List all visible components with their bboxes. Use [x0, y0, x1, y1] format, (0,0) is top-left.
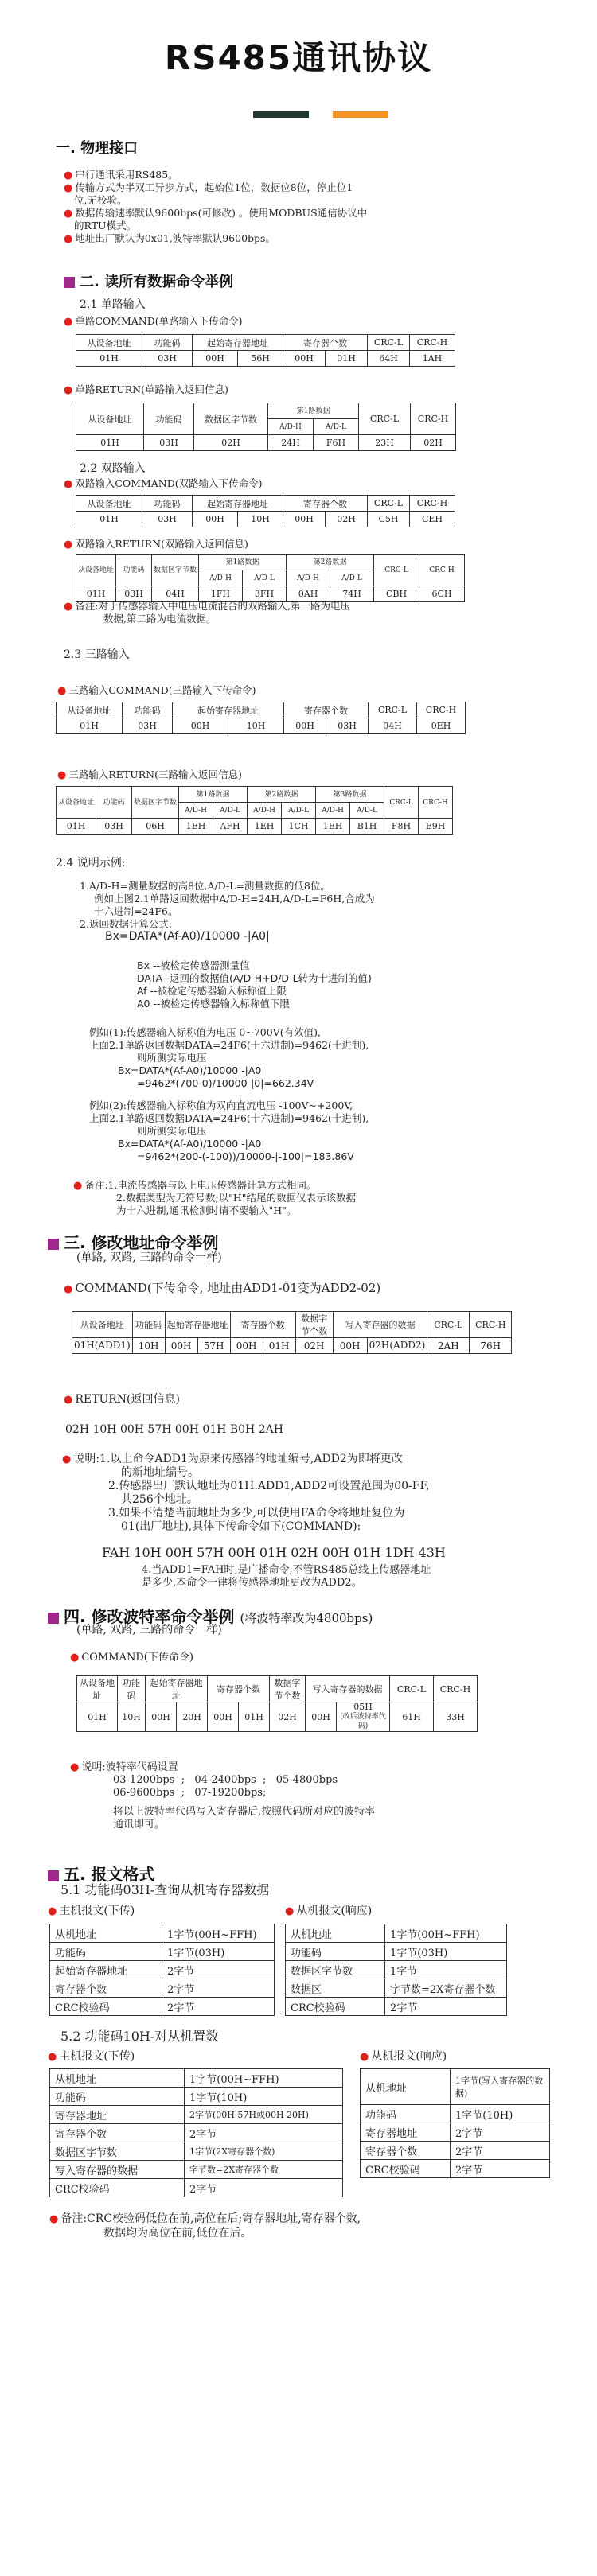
example-line: 则所测实际电压: [137, 1052, 207, 1064]
s1-line: ● 传输方式为半双工异步方式，起始位1位，数据位8位，停止位1: [64, 181, 353, 194]
s1-line: 位,无校验。: [74, 194, 127, 206]
example-line: 例如上图2.1单路返回数据中A/D-H=24H,A/D-L=F6H,合成为: [94, 893, 375, 905]
formula-result: =9462*(700-0)/10000-|0|=662.34V: [137, 1077, 314, 1089]
s4-note: 03-1200bps ; 04-2400bps ; 05-4800bps: [113, 1774, 338, 1786]
example-line: 则所测实际电压: [137, 1125, 207, 1137]
cmd1-table: 从设备地址 功能码 起始寄存器地址 寄存器个数 CRC-L CRC-H 01H 03H 00H 56H 00H 01H 64H 1AH: [76, 334, 455, 367]
s5-right2-table: 从机地址 1字节(写入寄存器的数据) 功能码 1字节(10H) 寄存器地址 2字节 寄存器个数 2字节 CRC校验码 2字节: [360, 2068, 550, 2178]
example-line: DATA--返回的数据值(A/D-H+D/D-L转为十进制的值): [137, 972, 372, 984]
example-line: 例如(2):传感器输入标称值为双向直流电压 -100V~+200V,: [89, 1099, 353, 1111]
s2-note2: ● 备注:对于传感器输入中电压电流混合的双路输入,第一路为电压: [64, 600, 351, 613]
example-line: Af --被检定传感器输入标称值上限: [137, 985, 287, 997]
example-line: A0 --被检定传感器输入标称值下限: [137, 998, 290, 1010]
s5-sub2: 5.2 功能码10H-对从机置数: [60, 2029, 219, 2044]
s2-note2: 数据,第二路为电流数据。: [103, 613, 217, 625]
s3-note: 共256个地址。: [121, 1493, 198, 1506]
s5-note: 数据均为高位在前,低位在后。: [103, 2227, 252, 2239]
s3-ret-values: 02H 10H 00H 57H 00H 01H B0H 2AH: [65, 1423, 283, 1436]
ret1-table: 从设备地址 功能码 数据区字节数 第1路数据 CRC-L CRC-H A/D-H A/D-L 01H 03H 02H 24H F6H 23H 02H: [76, 403, 456, 451]
example-line: 上面2.1单路返回数据DATA=24F6(十六进制)=9462(十进制),: [89, 1112, 369, 1124]
example-line: Bx --被检定传感器测量值: [137, 959, 250, 971]
s5-right2-label: ● 从机报文(响应): [360, 2050, 447, 2063]
ret2-table: 从设备地址 功能码 数据区字节数 第1路数据 第2路数据 CRC-L CRC-H A/D-H A/D-L A/D-H A/D-L 01H 03H 04H 1FH 3FH 0AH 74H CBH 6CH: [76, 554, 465, 602]
s3-note: 2.传感器出厂默认地址为01H.ADD1,ADD2可设置范围为00-FF,: [108, 1480, 430, 1492]
section3-heading: 三. 修改地址命令举例: [48, 1230, 219, 1253]
s5-right1-label: ● 从机报文(响应): [285, 1905, 373, 1917]
formula: Bx=DATA*(Af-A0)/10000 -|A0|: [105, 930, 270, 943]
example-line: 上面2.1单路返回数据DATA=24F6(十六进制)=9462(十进制),: [89, 1039, 369, 1051]
s3-note: ● 说明:1.以上命令ADD1为原来传感器的地址编号,ADD2为即将更改: [62, 1453, 403, 1465]
s4-cmd-table: 从设备地址 功能码 起始寄存器地址 寄存器个数 数据字节个数 写入寄存器的数据 CRC-L CRC-H 01H 10H 00H 20H 00H 01H 02H 00H 05H (改后波特率代码) 61H 33H: [76, 1675, 478, 1732]
s3-fa-command: FAH 10H 00H 57H 00H 01H 02H 00H 01H 1DH 43H: [102, 1545, 446, 1560]
s2-sub2: 2.2 双路输入: [80, 462, 146, 475]
example-line: 2.返回数据计算公式:: [80, 918, 173, 930]
s5-left1-table: 从机地址 1字节(00H~FFH) 功能码 1字节(03H) 起始寄存器地址 2字节 寄存器个数 2字节 CRC校验码 2字节: [49, 1924, 275, 2016]
example-line: 十六进制=24F6。: [94, 905, 178, 917]
example-line: 1.A/D-H=测量数据的高8位,A/D-L=测量数据的低8位。: [80, 880, 330, 892]
purple-square-icon: [48, 1870, 59, 1881]
s4-subheading: (单路, 双路, 三路的命令一样): [76, 1624, 222, 1636]
title-bar-right: [333, 111, 388, 118]
s3-note: 01(出厂地址),具体下传命令如下(COMMAND):: [121, 1520, 361, 1533]
s2-sub3: 2.3 三路输入: [64, 648, 130, 661]
s1-line: 的RTU模式。: [74, 220, 137, 232]
s1-line: ● 数据传输速率默认9600bps(可修改) 。使用MODBUS通信协议中: [64, 207, 368, 220]
s2-ret1-label: ● 单路RETURN(单路输入返回信息): [64, 383, 228, 396]
s4-note: 通讯即可。: [113, 1819, 166, 1831]
s2-ret2-label: ● 双路输入RETURN(双路输入返回信息): [64, 538, 248, 551]
page-title: RS485通讯协议: [164, 38, 433, 77]
s2-note4: ● 备注:1.电流传感器与以上电压传感器计算方式相同。: [73, 1179, 317, 1192]
s5-right1-table: 从机地址 1字节(00H~FFH) 功能码 1字节(03H) 数据区字节数 1字节 数据区 字节数=2X寄存器个数 CRC校验码 2字节: [285, 1924, 507, 2016]
s3-note: 是多少,本命令一律将传感器地址更改为ADD2。: [142, 1577, 362, 1589]
s5-left2-table: 从机地址 1字节(00H~FFH) 功能码 1字节(10H) 寄存器地址 2字节(00H 57H或00H 20H) 寄存器个数 2字节 数据区字节数 1字节(2X寄存器个数) 写入寄存器的数据 字节数=2X寄存器个数 CRC校验码 2字节: [49, 2068, 343, 2197]
s3-cmd-table: 从设备地址 功能码 起始寄存器地址 寄存器个数 数据字节个数 写入寄存器的数据 CRC-L CRC-H 01H(ADD1) 10H 00H 57H 00H 01H 02H 00H 02H(ADD2) 2AH 76H: [72, 1311, 512, 1354]
s4-note: ● 说明:波特率代码设置: [70, 1761, 178, 1773]
s2-cmd2-label: ● 双路输入COMMAND(双路输入下传命令): [64, 477, 263, 490]
formula: Bx=DATA*(Af-A0)/10000 -|A0|: [118, 1138, 265, 1150]
s2-ret3-label: ● 三路输入RETURN(三路输入返回信息): [57, 769, 242, 781]
s2-note4: 2.数据类型为无符号数;以"H"结尾的数据仪表示该数据: [116, 1192, 357, 1204]
s2-sub4: 2.4 说明示例:: [56, 857, 126, 870]
s1-line: ● 地址出厂默认为0x01,波特率默认9600bps。: [64, 232, 275, 245]
purple-square-icon: [64, 277, 75, 288]
s3-cmd-label: ● COMMAND(下传命令, 地址由ADD1-01变为ADD2-02): [64, 1281, 381, 1295]
example-line: 例如(1):传感器输入标称值为电压 0~700V(有效值),: [89, 1026, 321, 1038]
cmd2-table: 从设备地址 功能码 起始寄存器地址 寄存器个数 CRC-L CRC-H 01H 03H 00H 10H 00H 02H C5H CEH: [76, 495, 455, 527]
s3-subheading: (单路, 双路, 三路的命令一样): [76, 1251, 222, 1264]
formula: Bx=DATA*(Af-A0)/10000 -|A0|: [118, 1064, 265, 1076]
section4-heading: 四. 修改波特率命令举例 (将波特率改为4800bps): [48, 1604, 373, 1627]
title-bar-left: [253, 111, 309, 118]
section5-heading: 五. 报文格式: [48, 1862, 155, 1885]
s3-note: 3.如果不清楚当前地址为多少,可以使用FA命令将地址复位为: [108, 1507, 405, 1520]
s2-note4: 为十六进制,通讯检测时请不要输入"H"。: [116, 1204, 297, 1216]
section2-heading: 二. 读所有数据命令举例: [64, 270, 233, 291]
ret3-table: 从设备地址 功能码 数据区字节数 第1路数据 第2路数据 第3路数据 CRC-L CRC-H A/D-H A/D-L A/D-H A/D-L A/D-H A/D-L 01H 03H 06H 1EH AFH 1EH 1CH 1EH B1H F8H E9H: [56, 786, 453, 835]
s5-sub1: 5.1 功能码03H-查询从机寄存器数据: [60, 1882, 270, 1897]
s3-note: 4.当ADD1=FAH时,是广播命令,不管RS485总线上传感器地址: [142, 1564, 431, 1576]
s4-note: 06-9600bps ; 07-19200bps;: [113, 1787, 267, 1799]
s4-note: 将以上波特率代码写入寄存器后,按照代码所对应的波特率: [113, 1806, 376, 1818]
s5-left2-label: ● 主机报文(下传): [48, 2050, 135, 2063]
purple-square-icon: [48, 1613, 59, 1624]
formula-result: =9462*(200-(-100))/10000-|-100|=183.86V: [137, 1150, 354, 1162]
s2-cmd1-label: ● 单路COMMAND(单路输入下传命令): [64, 315, 243, 328]
purple-square-icon: [48, 1239, 59, 1250]
s2-sub1: 2.1 单路输入: [80, 298, 146, 311]
s3-ret-label: ● RETURN(返回信息): [64, 1393, 180, 1406]
s2-cmd3-label: ● 三路输入COMMAND(三路输入下传命令): [57, 684, 256, 697]
s1-line: ● 串行通讯采用RS485。: [64, 169, 178, 181]
s5-left1-label: ● 主机报文(下传): [48, 1905, 135, 1917]
s5-note: ● 备注:CRC校验码低位在前,高位在后;寄存器地址,寄存器个数,: [49, 2212, 361, 2225]
section1-heading: 一. 物理接口: [56, 140, 139, 157]
s4-cmd-label: ● COMMAND(下传命令): [70, 1652, 193, 1664]
s3-note: 的新地址编号。: [121, 1466, 199, 1479]
cmd3-table: 从设备地址 功能码 起始寄存器地址 寄存器个数 CRC-L CRC-H 01H 03H 00H 10H 00H 03H 04H 0EH: [56, 702, 466, 734]
